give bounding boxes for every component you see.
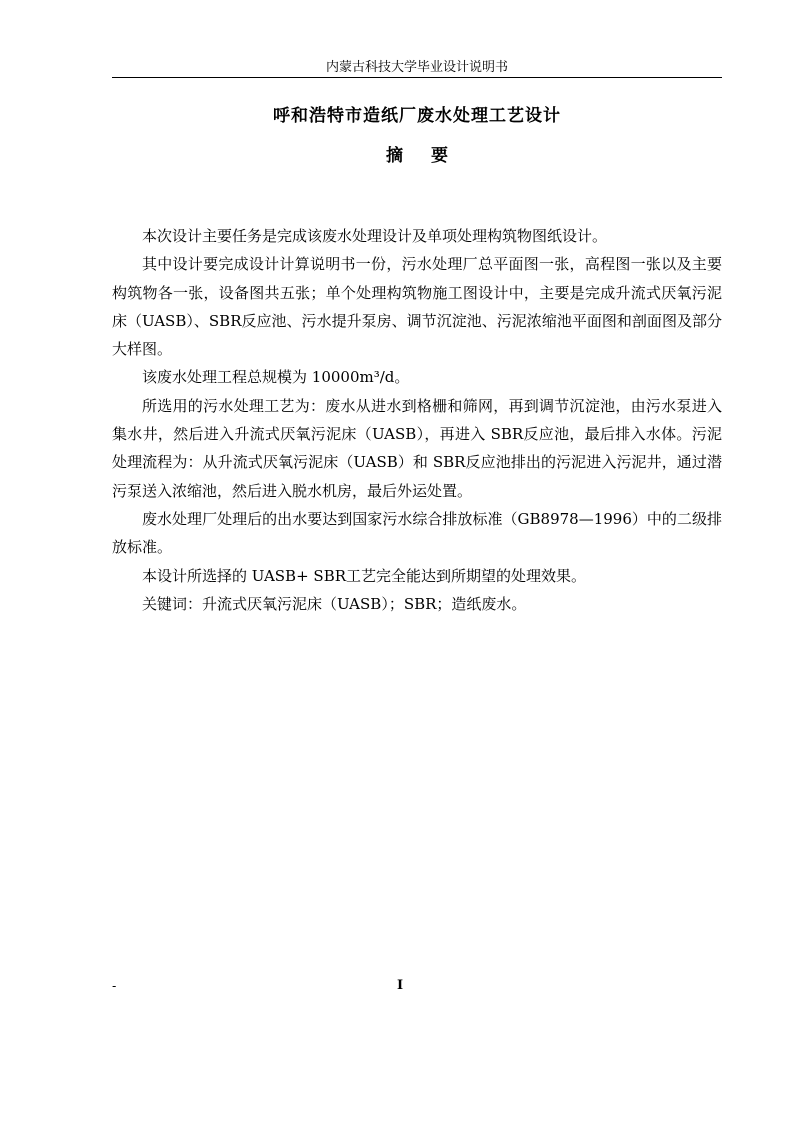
abstract-paragraph: 本设计所选择的 UASB+ SBR工艺完全能达到所期望的处理效果。 — [142, 566, 587, 585]
document-title: 呼和浩特市造纸厂废水处理工艺设计 — [273, 106, 561, 126]
abstract-heading: 摘要 — [386, 146, 476, 166]
abstract-paragraph: 废水处理厂处理后的出水要达到国家污水综合排放标准（GB8978—1996）中的二级排放标准。 — [112, 509, 722, 557]
keywords-line: 关键词：升流式厌氧污泥床（UASB）；SBR；造纸废水。 — [142, 594, 527, 613]
abstract-body — [112, 222, 722, 618]
abstract-paragraph: 其中设计要完成设计计算说明书一份，污水处理厂总平面图一张，高程图一张以及主要构筑物各一张，设备图共五张；单个处理构筑物施工图设计中，主要是完成升流式厌氧污泥床（UASB）、SBR反应池、污水提升泵房、调节沉淀池、污泥浓缩池平面图和剖面图及部分大样图。 — [112, 255, 722, 359]
footer-mark: - — [112, 979, 117, 993]
page-number: I — [396, 978, 404, 993]
abstract-paragraph: 所选用的污水处理工艺为：废水从进水到格栅和筛网，再到调节沉淀池，由污水泵进入集水井，然后进入升流式厌氧污泥床（UASB），再进入 SBR反应池，最后排入水体。污泥处理流程为：从升流式厌氧污泥床（UASB）和 SBR反应池排出的污泥进入污泥井，通过潜污泵送入浓缩池，然后进入脱水机房，最后外运处置。 — [112, 396, 722, 500]
running-header: 内蒙古科技大学毕业设计说明书 — [325, 60, 508, 75]
abstract-paragraph: 该废水处理工程总规模为 10000m³/d。 — [142, 368, 410, 387]
abstract-paragraph: 本次设计主要任务是完成该废水处理设计及单项处理构筑物图纸设计。 — [142, 227, 608, 245]
header-rule — [112, 77, 722, 78]
